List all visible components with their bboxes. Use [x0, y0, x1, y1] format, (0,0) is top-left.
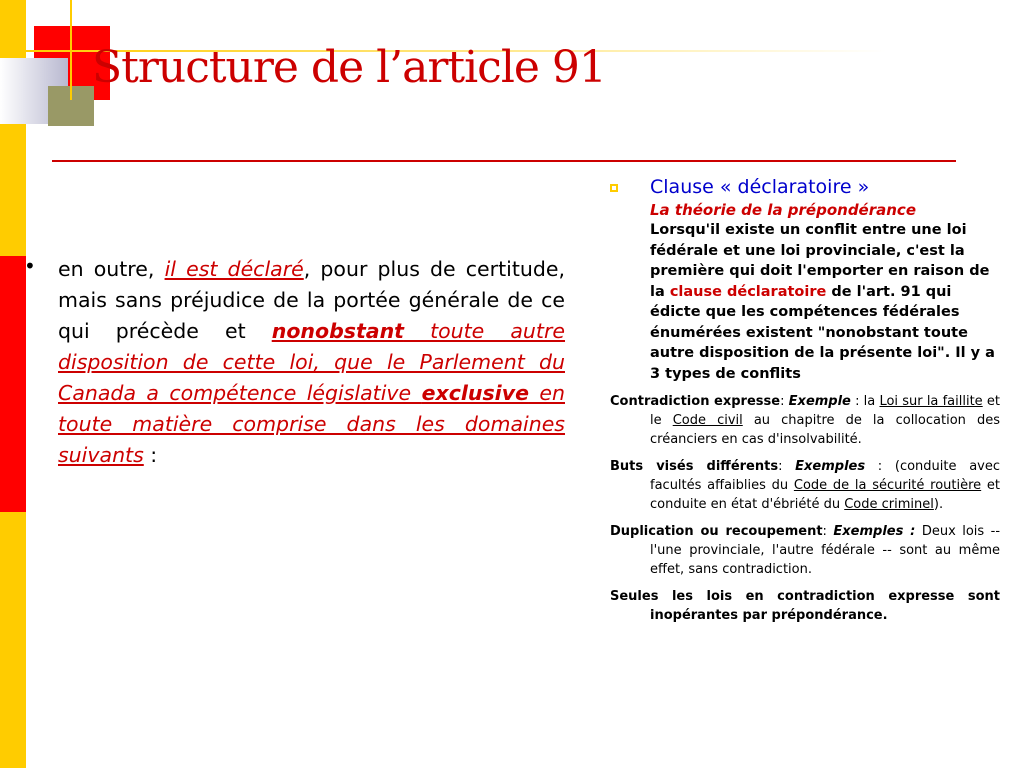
decor-line-vertical	[70, 0, 72, 100]
text-seg: Deux lois -- l'une provinciale, l'autre fédérale -- sont au même effet, sans contradiction.	[650, 524, 1001, 577]
left-text-block	[24, 254, 565, 471]
clause-subtitle: La théorie de la prépondérance	[650, 201, 916, 219]
item-label: Duplication ou recoupement	[610, 524, 823, 539]
item-example-label: Exemples	[795, 459, 866, 474]
slide-title: Structure de l’article 91	[92, 42, 606, 93]
clause-description	[650, 220, 1000, 384]
link-code-securite-routiere[interactable]: Code de la sécurité routière	[793, 478, 982, 493]
link-loi-faillite[interactable]: Loi sur la faillite	[879, 394, 983, 409]
emphasis-exclusive: exclusive	[421, 381, 529, 405]
text-seg: , pour plus de certitude, mais sans préjudice de la portée générale de ce qui précède et	[58, 257, 565, 343]
text-seg: ).	[933, 497, 944, 512]
text-seg: Lorsqu'il existe un conflit entre une loi fédérale et une loi provinciale, c'est la première qui doit l'emporter en raison de la	[650, 222, 990, 300]
conflict-item-contradiction	[610, 392, 1000, 449]
text-seg: au chapitre de la collocation des créanciers en cas d'insolvabilité.	[650, 413, 1000, 447]
emphasis-domaines: en toute matière comprise dans les domaines suivants	[58, 381, 565, 467]
right-column	[610, 174, 1000, 633]
item-label: Contradiction expresse	[610, 394, 781, 409]
emphasis-toute-autre: toute autre disposition de cette loi, que le Parlement du Canada a compétence législative	[58, 319, 566, 405]
bullet-dot: •	[24, 254, 36, 278]
text-seg: :	[778, 459, 796, 474]
text-seg: et conduite en état d'ébriété du	[650, 478, 1001, 512]
link-code-criminel[interactable]: Code criminel	[844, 497, 934, 512]
emphasis-il-est-declare: il est déclaré	[164, 257, 304, 281]
text-seg: de l'art. 91 qui édicte que les compétences fédérales énumérées existent "nonobstant toute autre disposition de la présente loi". Il y a 3 types de conflits	[650, 283, 995, 382]
text-seg: :	[143, 443, 158, 467]
text-seg: :	[822, 524, 834, 539]
emphasis-nonobstant: nonobstant	[271, 319, 404, 343]
link-code-civil[interactable]: Code civil	[672, 413, 743, 428]
conflict-item-duplication	[610, 522, 1000, 579]
conclusion-item: Seules les lois en contradiction expresse sont inopérantes par prépondérance.	[610, 589, 1000, 623]
square-bullet-icon	[610, 184, 618, 192]
clause-title: Clause « déclaratoire »	[650, 176, 870, 198]
text-seg: : (conduite avec facultés affaiblies du	[650, 459, 1000, 493]
item-example-label: Exemple	[788, 394, 851, 409]
conflict-item-buts	[610, 457, 1000, 514]
article-text	[58, 254, 565, 471]
text-seg: : la	[850, 394, 880, 409]
text-seg: :	[780, 394, 789, 409]
decor-strip-yellow-bottom	[0, 512, 26, 768]
item-label: Buts visés différents	[610, 459, 779, 474]
item-example-label: Exemples :	[833, 524, 916, 539]
clause-declaratoire-highlight: clause déclaratoire	[669, 283, 827, 300]
text-seg: et le	[650, 394, 1000, 428]
decor-strip-yellow-top	[0, 0, 26, 256]
decor-strip-red	[0, 256, 26, 512]
title-underline	[52, 160, 956, 162]
text-seg: en outre,	[58, 257, 165, 281]
